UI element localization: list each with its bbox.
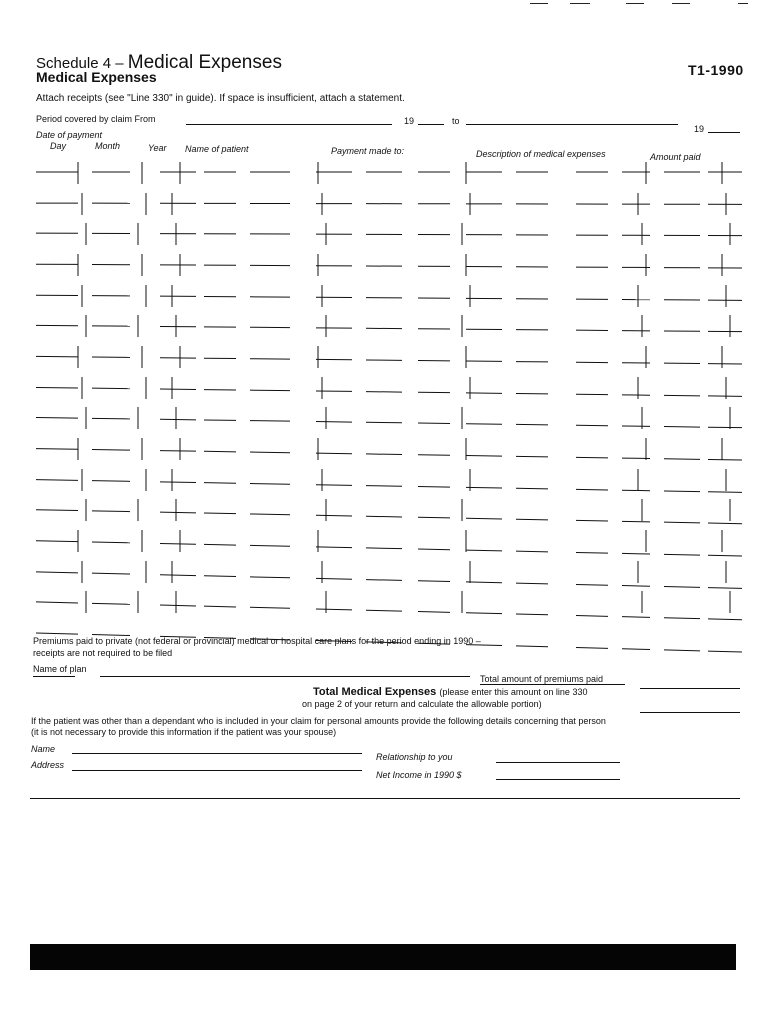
- grid-row-line: [316, 453, 352, 454]
- grid-row-line: [664, 459, 700, 460]
- dependant-name-field[interactable]: [72, 753, 362, 754]
- grid-row-line: [366, 454, 402, 455]
- grid-row-line: [204, 451, 236, 452]
- grid-row-line: [316, 547, 352, 548]
- grid-row-line: [366, 548, 402, 549]
- grid-row-line: [366, 422, 402, 423]
- grid-row-line: [366, 610, 402, 611]
- grid-row-line: [576, 457, 608, 458]
- grid-row-line: [204, 576, 236, 577]
- grid-row-line: [160, 451, 196, 452]
- grid-row-line: [664, 650, 700, 651]
- grid-row-line: [516, 646, 548, 647]
- grid-row-line: [466, 518, 502, 519]
- amount-paid-heading: Amount paid: [650, 152, 701, 162]
- premiums-text-line1: Premiums paid to private (not federal or provincial) medical or hospital care plans for the period ending in 1990 –: [33, 636, 481, 646]
- grid-row-line: [204, 606, 236, 607]
- grid-row-line: [250, 514, 290, 515]
- grid-row-line: [204, 544, 236, 545]
- grid-row-line: [576, 489, 608, 490]
- grid-row-line: [92, 542, 130, 543]
- period-label: Period covered by claim From: [36, 114, 156, 124]
- name-of-plan-field[interactable]: [100, 676, 470, 677]
- grid-row-line: [366, 516, 402, 517]
- grid-row-line: [622, 649, 650, 650]
- grid-row-line: [664, 427, 700, 428]
- total-medical-expenses-note1: (please enter this amount on line 330: [439, 687, 588, 697]
- grid-row-line: [466, 550, 502, 551]
- grid-row-line: [664, 522, 700, 523]
- day-heading: Day: [50, 141, 67, 151]
- grid-row-line: [516, 519, 548, 520]
- grid-row-line: [92, 418, 130, 419]
- grid-row-line: [708, 619, 742, 620]
- grid-row-line: [664, 491, 700, 492]
- relationship-field[interactable]: [496, 762, 620, 763]
- grid-row-line: [316, 609, 352, 610]
- grid-row-line: [250, 390, 290, 391]
- grid-row-line: [418, 517, 450, 518]
- grid-row-line: [418, 487, 450, 488]
- grid-row-line: [622, 617, 650, 618]
- form-number: T1-1990: [688, 62, 744, 78]
- grid-row-line: [36, 449, 78, 450]
- grid-row-line: [576, 648, 608, 649]
- bottom-rule: [30, 798, 740, 799]
- grid-row-line: [622, 586, 650, 587]
- grid-row-line: [516, 456, 548, 457]
- grid-row-line: [576, 584, 608, 585]
- grid-row-line: [250, 484, 290, 485]
- grid-row-line: [466, 613, 502, 614]
- grid-row-line: [708, 523, 742, 524]
- schedule-prefix: Schedule 4 –: [36, 55, 124, 72]
- schedule-title-text: Medical Expenses: [127, 52, 282, 73]
- grid-row-line: [366, 580, 402, 581]
- grid-row-line: [316, 485, 352, 486]
- grid-row-line: [466, 424, 502, 425]
- grid-row-line: [622, 521, 650, 522]
- total-premiums-underline: [480, 684, 625, 685]
- period-year-prefix-1: 19: [404, 116, 415, 126]
- grid-row-line: [664, 618, 700, 619]
- grid-row-line: [92, 481, 130, 482]
- premiums-text-line2: receipts are not required to be filed: [33, 648, 173, 658]
- grid-row-line: [160, 543, 196, 544]
- grid-row-line: [516, 551, 548, 552]
- grid-row-line: [466, 582, 502, 583]
- grid-row-line: [516, 583, 548, 584]
- grid-row-line: [576, 520, 608, 521]
- dependant-address-field[interactable]: [72, 770, 362, 771]
- form-subtitle: Medical Expenses: [36, 69, 157, 85]
- grid-row-line: [160, 605, 196, 606]
- grid-row-line: [316, 515, 352, 516]
- grid-row-line: [708, 588, 742, 589]
- dependant-name-label: Name: [31, 744, 56, 754]
- grid-row-line: [36, 572, 78, 573]
- name-of-patient-heading: Name of patient: [185, 144, 249, 154]
- grid-row-line: [708, 492, 742, 493]
- total-premiums-label: Total amount of premiums paid: [480, 674, 604, 684]
- grid-row-line: [516, 488, 548, 489]
- grid-row-line: [708, 459, 742, 460]
- description-heading: Description of medical expenses: [476, 149, 606, 159]
- grid-row-line: [316, 422, 352, 423]
- grid-row-line: [418, 455, 450, 456]
- attach-note: Attach receipts (see "Line 330" in guide). If space is insufficient, attach a statement.: [36, 93, 405, 104]
- grid-row-line: [576, 552, 608, 553]
- dependant-address-label: Address: [31, 760, 65, 770]
- grid-row-line: [250, 577, 290, 578]
- relationship-label: Relationship to you: [376, 752, 453, 762]
- date-of-payment-heading: Date of payment: [36, 130, 103, 140]
- grid-row-line: [160, 575, 196, 576]
- grid-row-line: [418, 549, 450, 550]
- total-medical-expenses-note2: on page 2 of your return and calculate the allowable portion): [302, 699, 542, 709]
- grid-row-line: [92, 511, 130, 512]
- total-medical-expenses-row: [313, 686, 587, 698]
- grid-row-line: [36, 480, 78, 481]
- grid-row-line: [250, 607, 290, 608]
- net-income-label: Net Income in 1990 $: [376, 770, 462, 780]
- scan-edge-bar: [30, 944, 736, 970]
- grid-row-line: [36, 510, 78, 511]
- grid-row-line: [466, 456, 502, 457]
- grid-row-line: [516, 614, 548, 615]
- grid-row-line: [160, 419, 196, 420]
- grid-row-line: [250, 421, 290, 422]
- grid-row-line: [204, 513, 236, 514]
- dependant-text-line1: If the patient was other than a dependant who is included in your claim for personal amounts provide the following details concerning that person: [31, 716, 606, 726]
- dependant-text-line2: (it is not necessary to provide this information if the patient was your spouse): [31, 727, 337, 737]
- grid-row-line: [160, 512, 196, 513]
- name-of-plan-label: Name of plan: [33, 664, 87, 674]
- total-medical-expenses-amount-field[interactable]: [640, 712, 740, 713]
- grid-row-line: [36, 541, 78, 542]
- grid-row-line: [708, 555, 742, 556]
- period-year-prefix-2: 19: [694, 124, 705, 134]
- payment-made-to-heading: Payment made to:: [331, 146, 405, 156]
- grid-row-line: [418, 581, 450, 582]
- grid-row-line: [36, 387, 78, 388]
- grid-row-line: [466, 487, 502, 488]
- month-heading: Month: [95, 141, 121, 151]
- grid-row-line: [160, 482, 196, 483]
- period-to-label: to: [452, 116, 460, 126]
- grid-row-line: [204, 483, 236, 484]
- grid-row-line: [576, 616, 608, 617]
- grid-row-line: [36, 602, 78, 603]
- total-medical-expenses-label: Total Medical Expenses: [313, 686, 437, 698]
- grid-row-line: [92, 449, 130, 450]
- grid-row-line: [664, 554, 700, 555]
- grid-row-line: [316, 578, 352, 579]
- grid-row-line: [622, 553, 650, 554]
- grid-row-line: [664, 587, 700, 588]
- grid-row-line: [622, 490, 650, 491]
- grid-row-line: [418, 612, 450, 613]
- grid-row-line: [92, 573, 130, 574]
- net-income-field[interactable]: [496, 779, 620, 780]
- name-of-plan-underline: [33, 676, 75, 677]
- grid-row-line: [250, 545, 290, 546]
- grid-row-line: [36, 418, 78, 419]
- grid-row-line: [92, 603, 130, 604]
- grid-row-line: [250, 452, 290, 453]
- total-premiums-amount-field[interactable]: [640, 688, 740, 689]
- year-heading: Year: [148, 143, 167, 153]
- grid-row-line: [708, 651, 742, 652]
- grid-row-line: [36, 633, 78, 634]
- grid-row-line: [366, 486, 402, 487]
